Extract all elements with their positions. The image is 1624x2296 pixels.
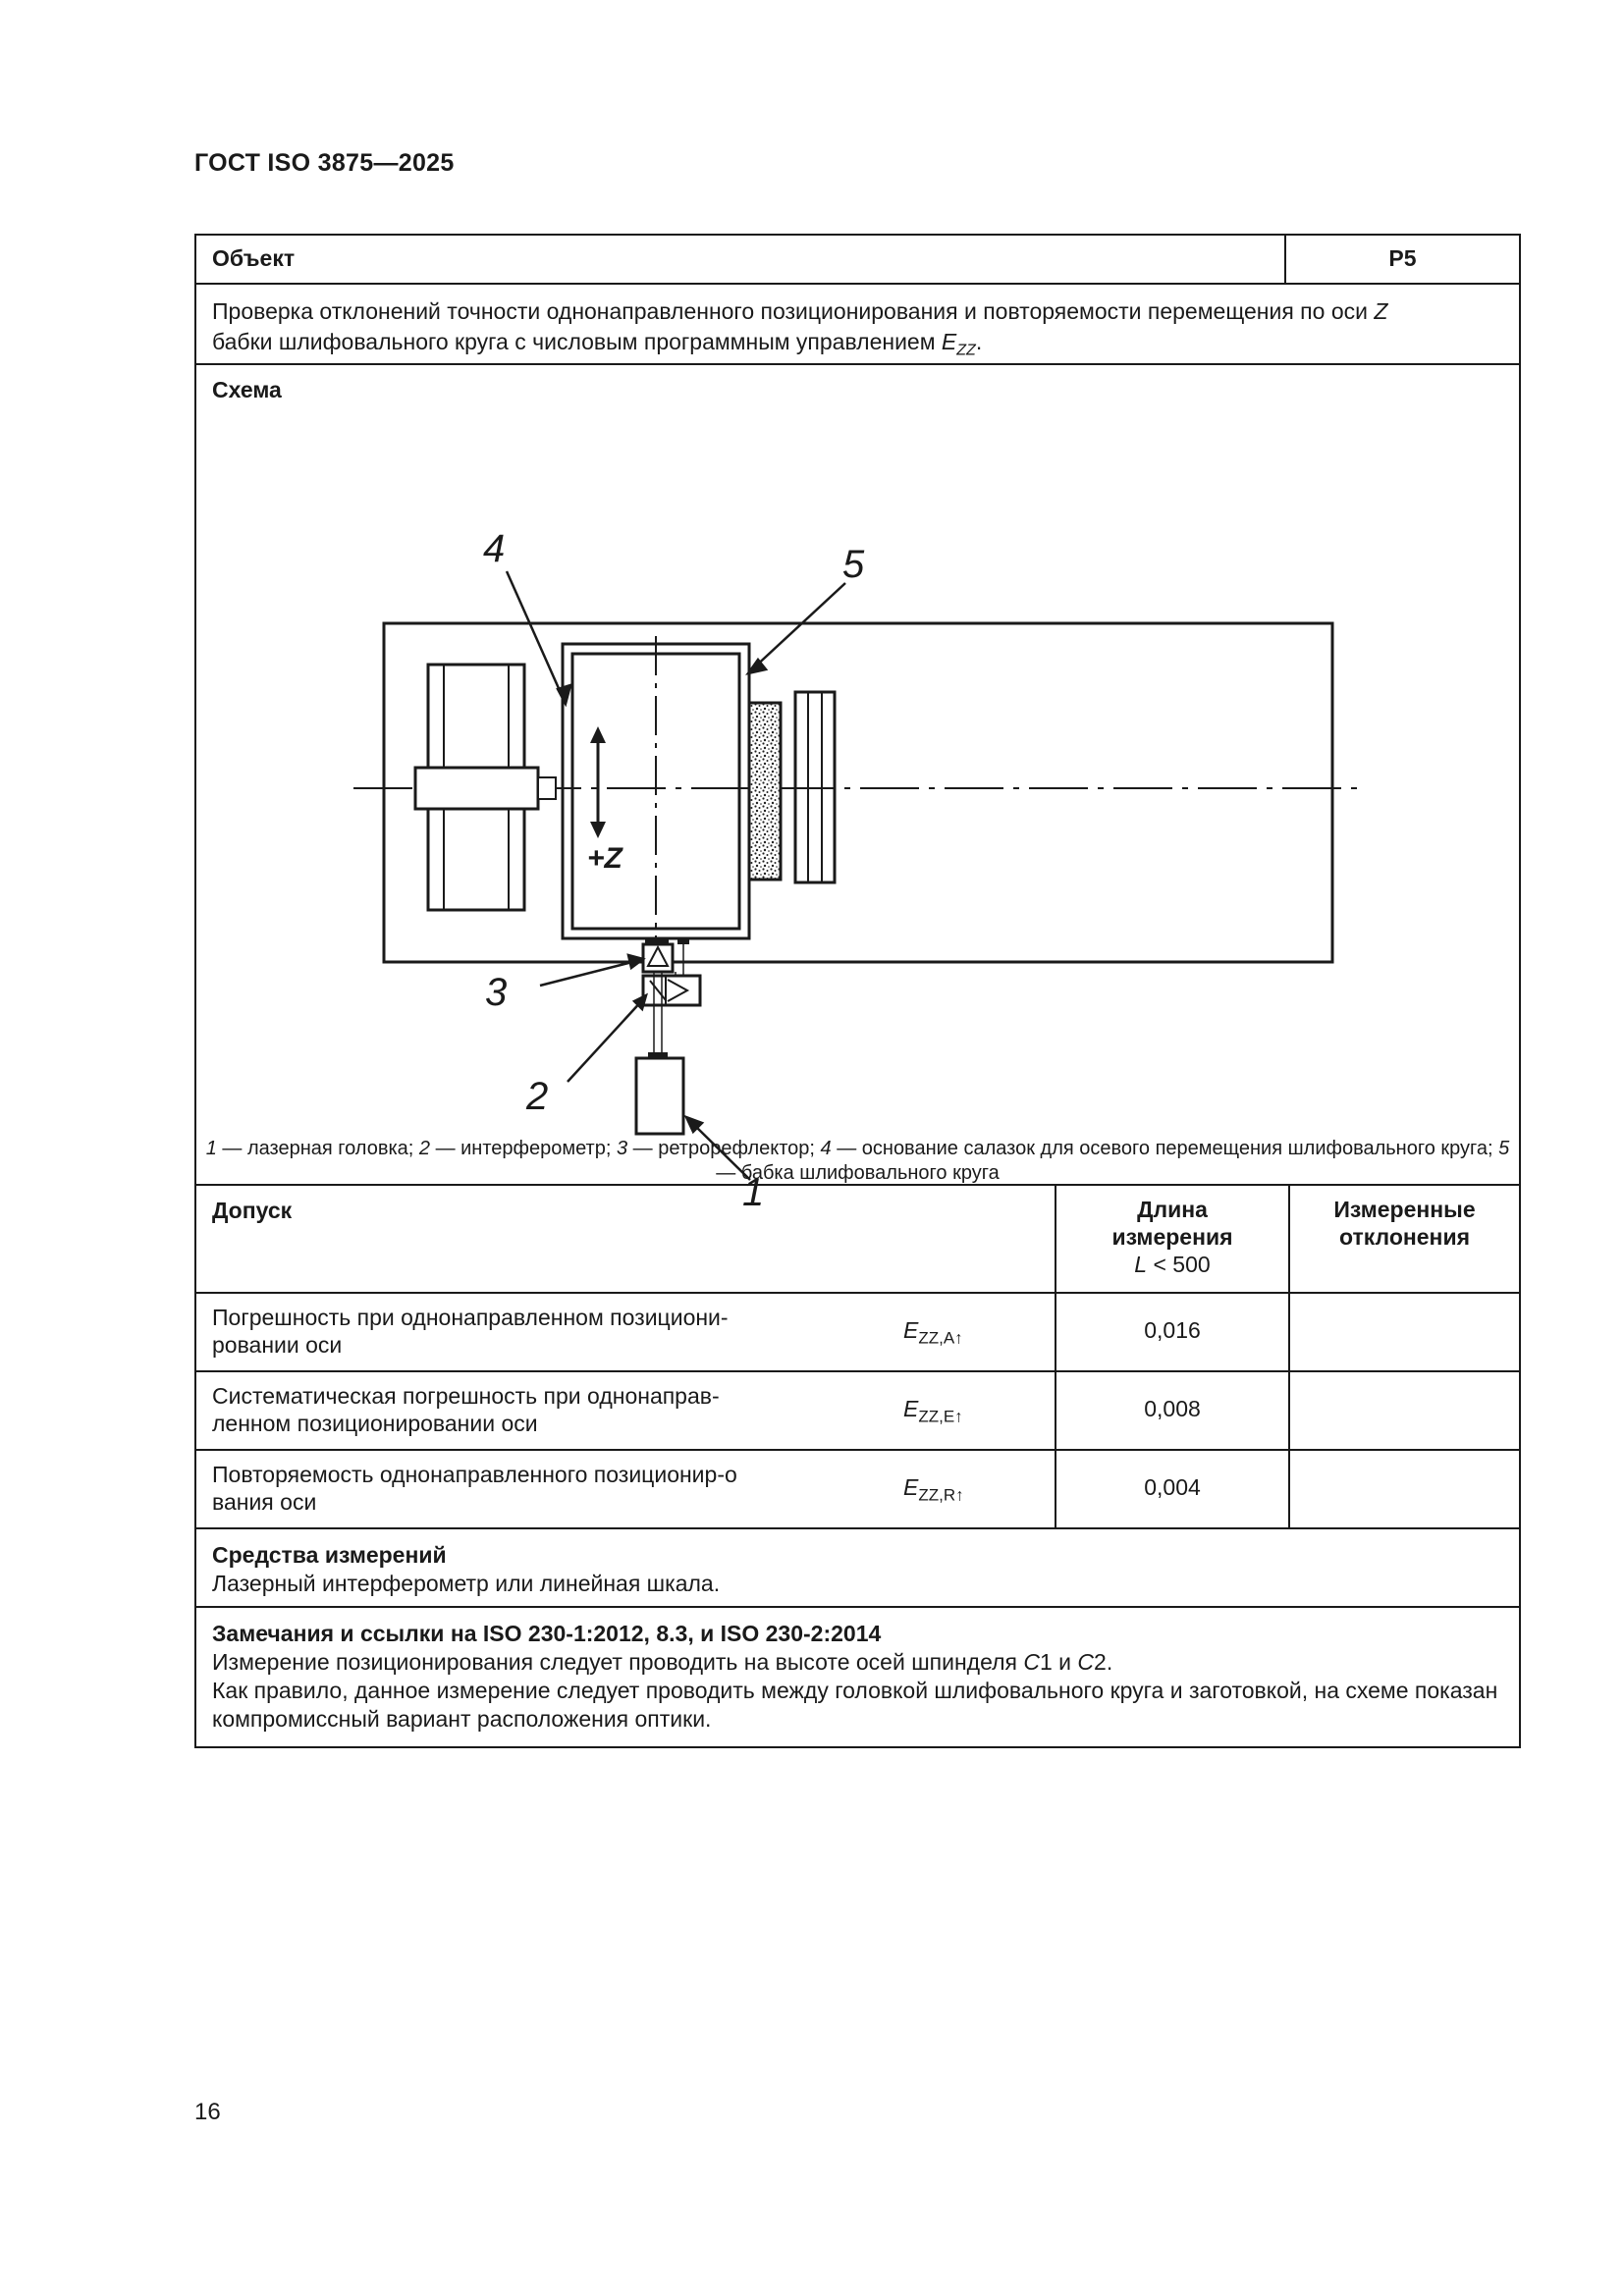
tolerance-row [196,1294,1519,1372]
legend-text-3: — ретрорефлектор; [627,1138,821,1159]
length-header-line2: измерения [1111,1224,1233,1250]
tolerance-value: 0,004 [1055,1451,1288,1527]
document-header: ГОСТ ISO 3875—2025 [194,149,455,177]
scheme-legend [196,1137,1519,1186]
scheme-title: Схема [212,377,282,402]
grinding-wheel [749,703,781,880]
workhead [415,665,556,910]
callout-2: 2 [526,1075,549,1118]
tol-line1: Повторяемость однонаправленного позиционир-о [212,1462,737,1487]
spindle-c1-num: 1 и [1040,1649,1078,1675]
tol-line1: Систематическая погрешность при однонаправ- [212,1383,720,1409]
measuring-means-section [196,1529,1519,1608]
description-end: . [975,329,983,354]
tol-sym-main: E [903,1396,919,1421]
object-description [196,285,1519,365]
tolerance-symbol [903,1396,963,1427]
z-arrow [590,726,606,838]
laser-head-aperture [648,1052,668,1058]
tolerance-description [212,1461,801,1516]
legend-text-1: — лазерная головка; [216,1138,419,1159]
tolerance-row [196,1451,1519,1529]
page-number: 16 [194,2099,221,2125]
tolerance-title: Допуск [212,1198,293,1223]
length-condition: < 500 [1147,1252,1211,1277]
tol-sym-sub: ZZ,A↑ [918,1328,963,1348]
tolerance-header-row [196,1186,1519,1294]
retroreflector [643,938,689,972]
tolerance-description [212,1304,801,1359]
tol-sym-main: E [903,1317,919,1343]
measured-deviation-cell[interactable] [1288,1451,1519,1527]
legend-num-3: 3 [616,1138,628,1159]
measured-deviation-cell[interactable] [1288,1372,1519,1449]
callout-3: 3 [485,971,508,1014]
symbol-sub: ZZ [956,342,976,359]
tolerance-header [196,1186,1055,1292]
callout-5: 5 [842,543,865,586]
object-code: P5 [1284,236,1519,283]
notes-line1-text: Измерение позиционирования следует проводить на высоте осей шпинделя [212,1649,1024,1675]
tol-sym-sub: ZZ,E↑ [918,1407,963,1426]
legend-text-4: — основание салазок для осевого перемещения шлифовального круга; [831,1138,1499,1159]
tolerance-symbol [903,1317,963,1349]
test-sheet [194,234,1521,1748]
symbol-main: E [941,329,957,354]
callout-4: 4 [483,527,506,570]
legend-num-1: 1 [205,1138,217,1159]
interferometer [643,976,700,1005]
spindle-c2-num: 2. [1094,1649,1113,1675]
tolerance-value: 0,016 [1055,1294,1288,1370]
z-axis-label: +Z [587,842,623,875]
measured-deviation-cell[interactable] [1288,1294,1519,1370]
measured-column-header [1288,1186,1519,1292]
laser-head [636,1058,683,1134]
tolerance-value: 0,008 [1055,1372,1288,1449]
means-text: Лазерный интерферометр или линейная шкала. [212,1571,721,1596]
spindle-c2-letter: C [1077,1649,1095,1675]
length-column-header [1055,1186,1288,1292]
spindle-c1-letter: C [1023,1649,1040,1675]
legend-num-5: 5 [1498,1138,1510,1159]
notes-section [196,1608,1519,1746]
tolerance-description [212,1382,801,1437]
notes-line2: Как правило, данное измерение следует проводить между головкой шлифовального круга и заготовкой, на схеме показан компромиссный вариант расположения оптики. [212,1678,1498,1732]
legend-text-5: — бабка шлифовального круга [716,1162,1000,1184]
description-axis: Z [1374,298,1388,324]
tol-line1: Погрешность при однонаправленном позициони- [212,1305,729,1330]
tol-sym-main: E [903,1474,919,1500]
length-symbol: L [1134,1252,1148,1277]
description-part-1: Проверка отклонений точности однонаправленного позиционирования и повторяемости перемещения по оси [212,298,1375,324]
legend-num-4: 4 [820,1138,832,1159]
notes-line1 [212,1648,1503,1677]
object-label: Объект [212,245,296,271]
tol-line2: ровании оси [212,1332,343,1358]
callout-1: 1 [742,1171,765,1214]
tolerance-symbol [903,1474,964,1506]
tol-sym-sub: ZZ,R↑ [918,1485,964,1505]
tolerance-row [196,1372,1519,1451]
tol-line2: вания оси [212,1489,317,1515]
measured-header-line1: Измеренные [1333,1197,1476,1222]
legend-num-2: 2 [418,1138,431,1159]
means-title: Средства измерений [212,1542,447,1568]
object-row [196,236,1519,285]
measured-header-line2: отклонения [1338,1224,1471,1250]
description-part-2: бабки шлифовального круга с числовым программным управлением [212,329,942,354]
legend-text-2: — интерферометр; [430,1138,617,1159]
tol-line2: ленном позиционировании оси [212,1411,538,1436]
notes-title: Замечания и ссылки на ISO 230-1:2012, 8.3, и ISO 230-2:2014 [212,1621,882,1646]
length-header-line1: Длина [1137,1197,1208,1222]
